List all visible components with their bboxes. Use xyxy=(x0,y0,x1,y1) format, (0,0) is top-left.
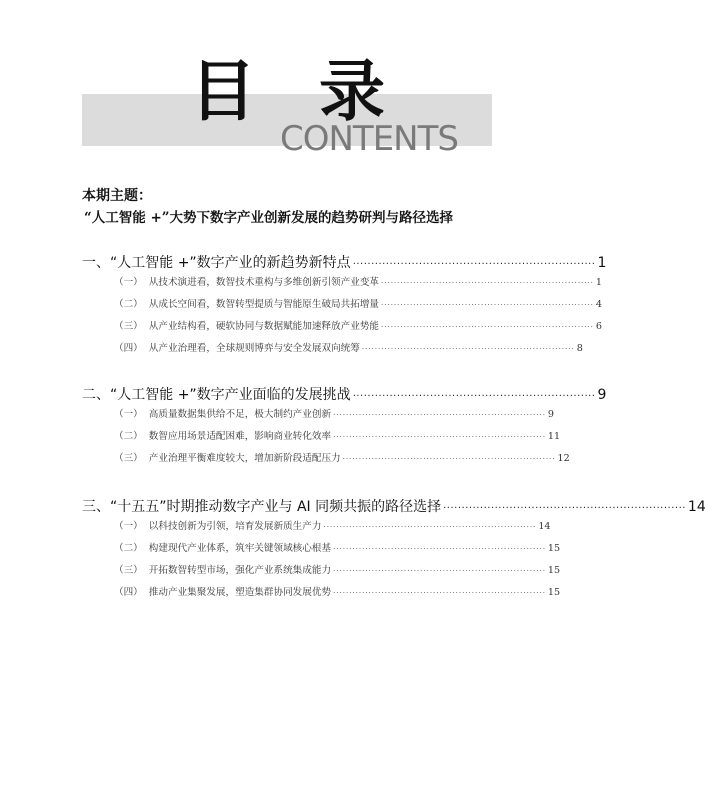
dot-leader: ·································································· xyxy=(323,523,537,531)
entry-text: 从产业治理看，全球规则博弈与安全发展双向统筹 xyxy=(148,343,360,354)
entry-text: 开拓数智转型市场，强化产业系统集成能力 xyxy=(148,565,332,576)
entry-number: （二） xyxy=(114,299,143,310)
dot-leader: ·································································· xyxy=(333,567,546,575)
page-number: 15 xyxy=(547,565,561,576)
toc-entry[interactable] xyxy=(82,540,561,562)
dot-leader: ·································································· xyxy=(381,323,594,331)
entry-text: 以科技创新为引领，培育发展新质生产力 xyxy=(148,521,322,532)
dot-leader: ·································································· xyxy=(333,411,546,419)
entry-text: 从技术演进看，数智技术重构与多维创新引领产业变革 xyxy=(148,277,380,288)
entry-number: （二） xyxy=(114,543,143,554)
section-title: 二、“人工智能 +”数字产业面临的发展挑战 xyxy=(82,387,351,403)
entry-number: （三） xyxy=(114,321,143,332)
page-number: 9 xyxy=(597,387,607,403)
entry-text: 推动产业集聚发展，塑造集群协同发展优势 xyxy=(148,587,332,598)
entry-text: 高质量数据集供给不足，极大制约产业创新 xyxy=(148,409,332,420)
toc-section-2 xyxy=(82,384,607,472)
section-title: 一、“人工智能 +”数字产业的新趋势新特点 xyxy=(82,255,351,271)
page-number: 11 xyxy=(547,431,561,442)
page-number: 8 xyxy=(576,343,583,354)
page-number: 6 xyxy=(595,321,602,332)
toc-entry[interactable] xyxy=(82,428,561,450)
entry-number: （四） xyxy=(114,587,143,598)
toc-entry[interactable] xyxy=(82,584,561,606)
page-number: 14 xyxy=(538,521,551,532)
entry-text: 产业治理平衡难度较大，增加新阶段适配压力 xyxy=(148,453,341,464)
toc-section-3 xyxy=(82,496,706,606)
entry-number: （二） xyxy=(114,431,143,442)
page-number: 12 xyxy=(557,453,570,464)
toc-entry[interactable] xyxy=(82,274,602,296)
toc-entry[interactable] xyxy=(82,562,561,584)
theme-subtitle: “人工智能 +”大势下数字产业创新发展的趋势研判与路径选择 xyxy=(84,210,454,226)
entry-number: （一） xyxy=(114,409,143,420)
toc-section-heading[interactable] xyxy=(82,496,706,518)
page-number: 15 xyxy=(547,543,561,554)
dot-leader: ·································································· xyxy=(381,279,594,287)
dot-leader: ·································································· xyxy=(352,259,596,270)
dot-leader: ·································································· xyxy=(381,301,594,309)
entry-text: 构建现代产业体系，筑牢关键领域核心根基 xyxy=(148,543,332,554)
toc-entry[interactable] xyxy=(82,518,551,540)
entry-number: （三） xyxy=(114,453,143,464)
toc-entry[interactable] xyxy=(82,450,570,472)
dot-leader: ·································································· xyxy=(342,455,556,463)
toc-entry[interactable] xyxy=(82,296,602,318)
dot-leader: ·································································· xyxy=(443,503,686,514)
toc-section-1 xyxy=(82,252,607,362)
entry-text: 数智应用场景适配困难，影响商业转化效率 xyxy=(148,431,332,442)
page-number: 9 xyxy=(547,409,555,420)
toc-section-heading[interactable] xyxy=(82,384,607,406)
entry-number: （三） xyxy=(114,565,143,576)
page-title: 目 录 xyxy=(190,52,405,130)
page-number: 4 xyxy=(595,299,602,310)
entry-number: （一） xyxy=(114,521,143,532)
toc-section-heading[interactable] xyxy=(82,252,607,274)
dot-leader: ·································································· xyxy=(333,589,546,597)
entry-number: （一） xyxy=(114,277,143,288)
page-number: 1 xyxy=(595,277,602,288)
page-number: 14 xyxy=(687,499,706,515)
entry-number: （四） xyxy=(114,343,143,354)
section-title: 三、“十五五”时期推动数字产业与 AI 同频共振的路径选择 xyxy=(82,499,442,515)
dot-leader: ·································································· xyxy=(333,433,546,441)
dot-leader: ·································································· xyxy=(333,545,546,553)
entry-text: 从产业结构看，硬软协同与数据赋能加速释放产业势能 xyxy=(148,321,380,332)
theme-label: 本期主题： xyxy=(82,188,152,204)
entry-text: 从成长空间看，数智转型提质与智能原生破局共拓增量 xyxy=(148,299,380,310)
toc-entry[interactable] xyxy=(82,340,583,362)
toc-entry[interactable] xyxy=(82,406,555,428)
dot-leader: ·································································· xyxy=(352,391,596,402)
page-number: 1 xyxy=(597,255,607,271)
page-title-english: CONTENTS xyxy=(280,119,458,159)
page-number: 15 xyxy=(547,587,561,598)
toc-entry[interactable] xyxy=(82,318,602,340)
dot-leader: ·································································· xyxy=(361,345,575,353)
